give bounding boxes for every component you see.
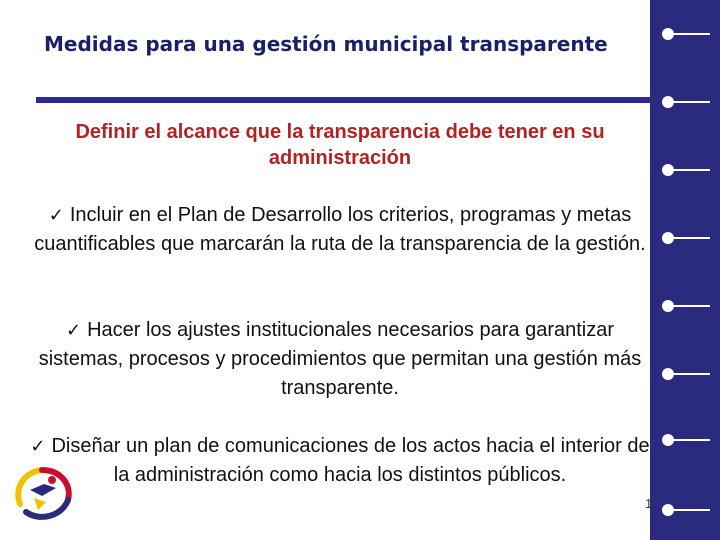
dot-line-icon — [662, 368, 710, 380]
decorative-sidebar — [650, 0, 720, 540]
bullet-text: Incluir en el Plan de Desarrollo los criterios, programas y metas cuantificables que marcarán la ruta de la transparencia de la gestión. — [34, 204, 646, 255]
institution-logo — [12, 464, 74, 522]
check-icon: ✓ — [65, 320, 82, 341]
slide-subtitle: Definir el alcance que la transparencia debe tener en su administración — [75, 121, 605, 169]
dot-line-icon — [662, 28, 710, 40]
dot-line-icon — [662, 96, 710, 108]
bullet-item — [30, 432, 650, 490]
slide-title: Medidas para una gestión municipal transparente — [44, 32, 608, 56]
dot-line-icon — [662, 300, 710, 312]
bullet-text: Diseñar un plan de comunicaciones de los actos hacia el interior de la administración como hacia los distintos públicos. — [51, 435, 650, 486]
check-icon: ✓ — [30, 436, 46, 457]
bullet-item — [30, 316, 650, 403]
dot-line-icon — [662, 232, 710, 244]
bullet-text: Hacer los ajustes institucionales necesarios para garantizar sistemas, procesos y procedimientos que permitan una gestión más transparente. — [38, 319, 642, 399]
check-icon: ✓ — [48, 205, 64, 226]
title-rule — [36, 97, 650, 103]
dot-line-icon — [662, 164, 710, 176]
page-number: 1 — [645, 496, 653, 511]
dot-line-icon — [662, 434, 710, 446]
bullet-item — [30, 201, 650, 259]
dot-line-icon — [662, 504, 710, 516]
